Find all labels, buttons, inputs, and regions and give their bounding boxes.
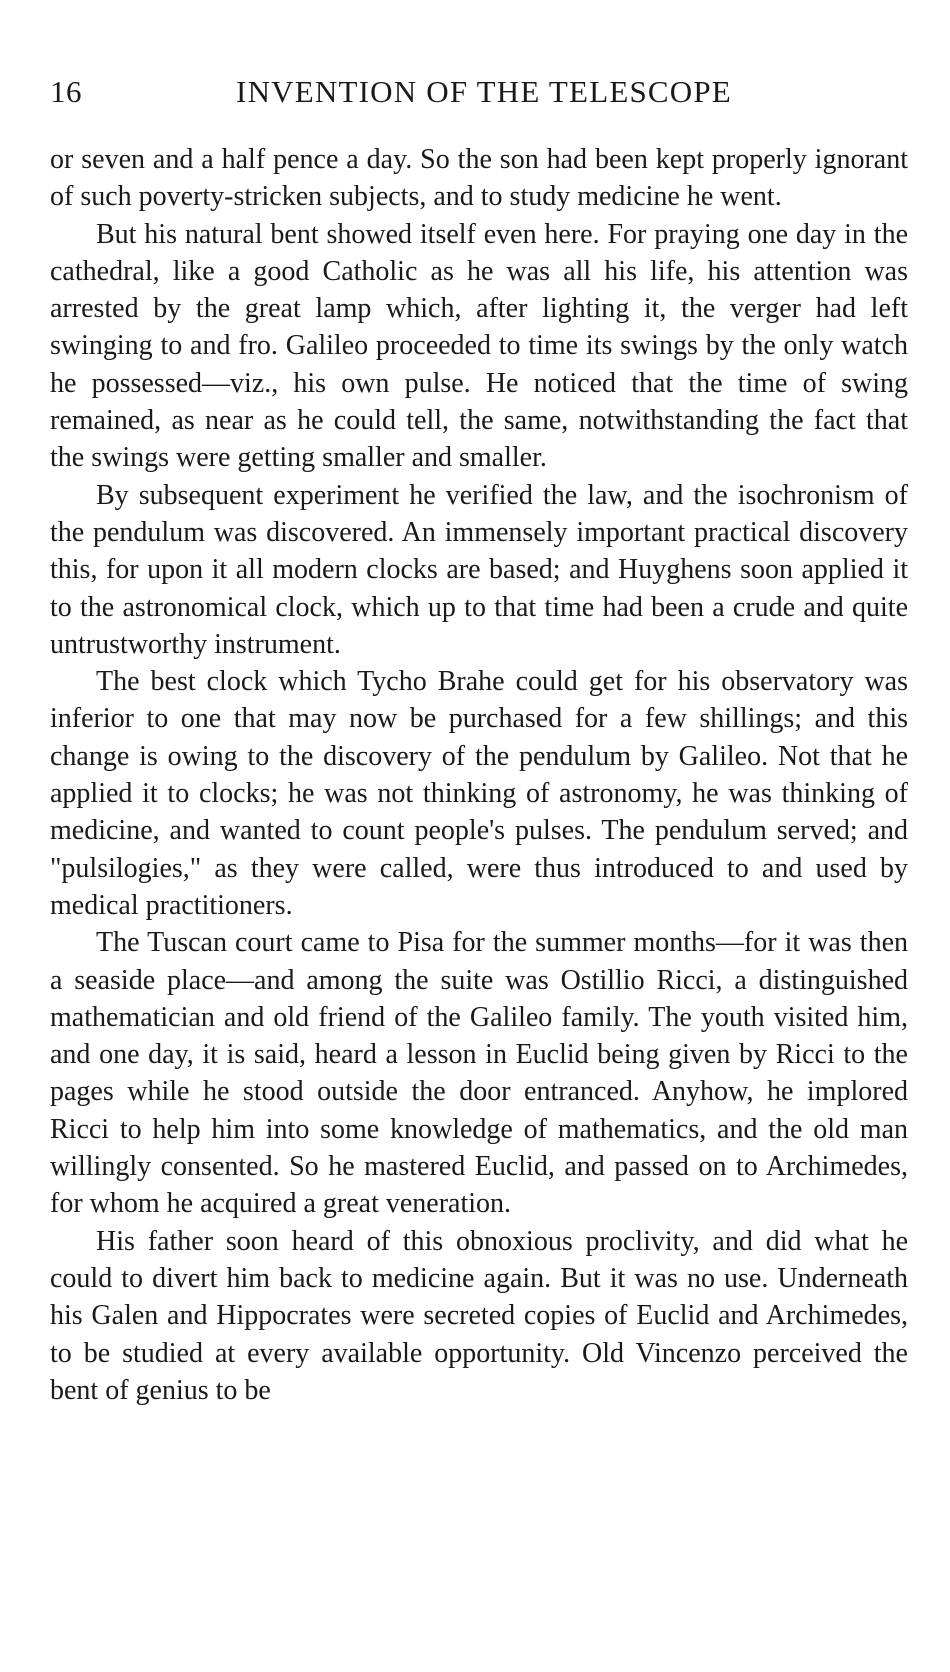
running-head bbox=[50, 74, 908, 120]
paragraph: The best clock which Tycho Brahe could get for his observatory was inferior to one that may now be purchased for a few shillings; and this change is owing to the discovery of the pendulum by Galileo. Not that he applied it to clocks; he was not thinking of astronomy, he was thinking of medicine, and wanted to count people's pulses. The pendulum served; and "pulsilogies," as they were called, were thus introduced to and used by medical practitioners. bbox=[50, 666, 908, 921]
paragraph: But his natural bent showed itself even here. For praying one day in the cathedral, like a good Catholic as he was all his life, his attention was arrested by the great lamp which, after lighting it, the verger had left swinging to and fro. Galileo proceeded to time its swings by the only watch he possessed—viz., his own pulse. He noticed that the time of swing remained, as near as he could tell, the same, notwithstanding the fact that the swings were getting smaller and smaller. bbox=[50, 218, 908, 474]
paragraph: His father soon heard of this obnoxious proclivity, and did what he could to divert him back to medicine again. But it was no use. Underneath his Galen and Hippocrates were secreted copies of Euclid and Archimedes, to be studied at every available opportunity. Old Vincenzo perceived the bent of genius to be bbox=[50, 1225, 908, 1406]
paragraph-continuation: or seven and a half pence a day. So the son had been kept properly ignorant of such poverty-stricken subjects, and to study medicine he went. bbox=[50, 144, 908, 213]
running-title: INVENTION OF THE TELESCOPE bbox=[236, 74, 732, 109]
page-number: 16 bbox=[50, 74, 82, 109]
paragraph: By subsequent experiment he verified the law, and the isochronism of the pendulum was discovered. An immensely important practical discovery this, for upon it all modern clocks are based; and Huyghens soon applied it to the astronomical clock, which up to that time had been a crude and quite untrustworthy instrument. bbox=[50, 479, 908, 660]
paragraph: The Tuscan court came to Pisa for the summer months—for it was then a seaside place—and among the suite was Ostillio Ricci, a distinguished mathematician and old friend of the Galileo family. The youth visited him, and one day, it is said, heard a lesson in Euclid being given by Ricci to the pages while he stood outside the door entranced. Anyhow, he implored Ricci to help him into some knowledge of mathematics, and the old man willingly consented. So he mastered Euclid, and passed on to Archimedes, for whom he acquired a great veneration. bbox=[50, 927, 908, 1220]
body-text bbox=[50, 141, 908, 1409]
